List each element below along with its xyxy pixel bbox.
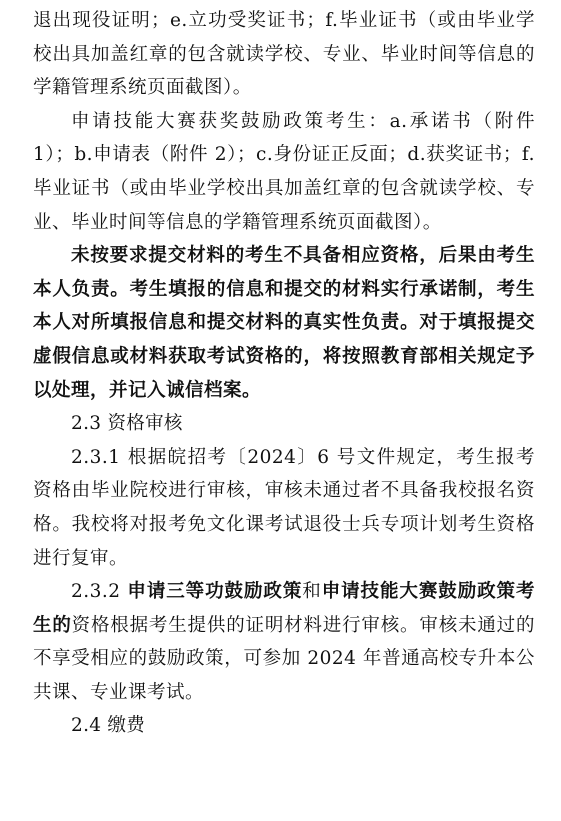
paragraph-materials-veterans-end: 退出现役证明；e.立功受奖证书；f.毕业证书（或由毕业学校出具加盖红章的包含就读学校、专业、毕业时间等信息的学籍管理系统页面截图）。 <box>33 10 535 99</box>
paragraph-2-3-1: 2.3.1 根据皖招考〔2024〕6 号文件规定，考生报考资格由毕业院校进行审核，审核未通过者不具备我校报名资格。我校将对报考免文化课考试退役士兵专项计划考生资格进行复审。 <box>33 446 535 569</box>
paragraph-responsibility-notice: 未按要求提交材料的考生不具备相应资格，后果由考生本人负责。考生填报的信息和提交的材料实行承诺制，考生本人对所填报信息和提交材料的真实性负责。对于填报提交虚假信息或材料获取考试资格的，将按照教育部相关规定予以处理，并记入诚信档案。 <box>33 245 535 401</box>
paragraph-skills-competition-materials: 申请技能大赛获奖鼓励政策考生：a.承诺书（附件 1）；b.申请表（附件 2）；c.身份证正反面；d.获奖证书；f.毕业证书（或由毕业学校出具加盖红章的包含就读学校、专业、毕业时间等信息的学籍管理系统页面截图）。 <box>33 110 535 233</box>
section-heading-2-4: 2.4 缴费 <box>71 715 146 737</box>
section-heading-2-3: 2.3 资格审核 <box>71 413 183 435</box>
clause-number: 2.3.2 <box>71 581 128 603</box>
clause-rest: 资格根据考生提供的证明材料进行审核。审核未通过的不享受相应的鼓励政策，可参加 2024 年普通高校专升本公共课、专业课考试。 <box>33 614 535 703</box>
bold-phrase-skills-competition: 申请技能大赛鼓励政策考生的 <box>33 581 535 636</box>
paragraph-2-3-2 <box>33 575 535 709</box>
bold-phrase-third-class-merit: 申请三等功鼓励政策 <box>127 581 303 603</box>
conjunction: 和 <box>302 581 322 603</box>
